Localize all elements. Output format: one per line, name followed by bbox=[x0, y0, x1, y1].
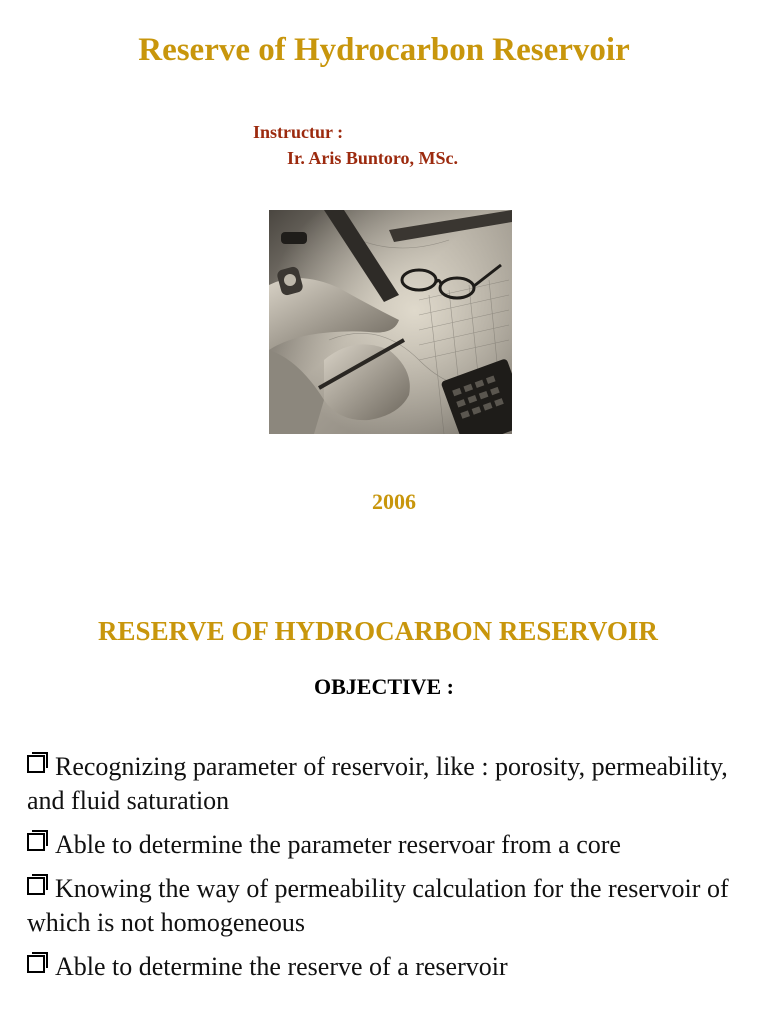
engineer-drafting-photo bbox=[269, 210, 512, 434]
objective-item bbox=[27, 950, 747, 984]
checkbox-bullet-icon bbox=[27, 755, 45, 773]
instructor-label: Instructur : bbox=[253, 122, 344, 142]
slide-title: Reserve of Hydrocarbon Reservoir bbox=[138, 32, 630, 68]
instructor-name: Ir. Aris Buntoro, MSc. bbox=[287, 148, 459, 168]
objectives-list bbox=[27, 750, 747, 994]
checkbox-bullet-icon bbox=[27, 955, 45, 973]
year-label: 2006 bbox=[372, 489, 416, 514]
objective-text: Knowing the way of permeability calculation for the reservoir of which is not homogeneous bbox=[27, 874, 729, 937]
objective-text: Able to determine the parameter reservoar from a core bbox=[55, 830, 621, 859]
objective-item bbox=[27, 828, 747, 862]
checkbox-bullet-icon bbox=[27, 833, 45, 851]
section-title: RESERVE OF HYDROCARBON RESERVOIR bbox=[98, 616, 658, 646]
objective-text: Recognizing parameter of reservoir, like : porosity, permeability, and fluid saturation bbox=[27, 752, 728, 815]
objective-heading: OBJECTIVE : bbox=[314, 674, 454, 699]
objective-text: Able to determine the reserve of a reservoir bbox=[55, 952, 508, 981]
checkbox-bullet-icon bbox=[27, 877, 45, 895]
objective-item bbox=[27, 750, 747, 818]
objective-item bbox=[27, 872, 747, 940]
